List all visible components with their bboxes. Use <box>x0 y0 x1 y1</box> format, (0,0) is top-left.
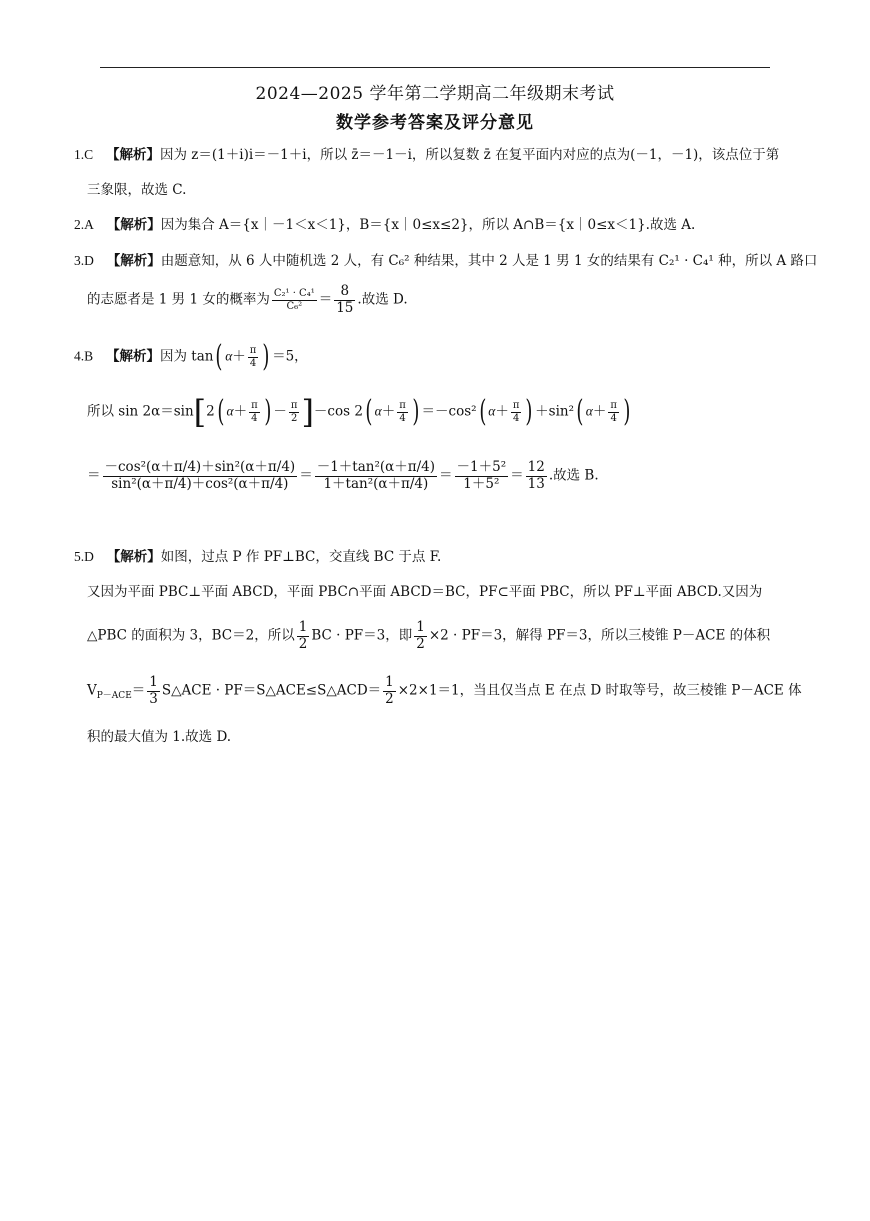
q4-text2-mid1: －cos 2 <box>313 403 363 420</box>
q3-frac1-num: C₂¹ · C₄¹ <box>273 288 315 300</box>
q1-line1 <box>74 143 779 163</box>
q5-tag: 【解析】 <box>106 549 161 565</box>
q4-text3-post: .故选 B. <box>548 467 599 484</box>
page-title: 2024—2025 学年第二学期高二年级期末考试 <box>255 84 615 104</box>
q4-frac-d: $\frac{12}{13}$ <box>527 459 545 492</box>
q4-text2-mid3: ＋sin² <box>535 403 575 420</box>
q2-line1 <box>74 213 695 233</box>
q4-number: 4.B <box>74 348 94 364</box>
q2-tag: 【解析】 <box>106 217 161 233</box>
q5-line1 <box>74 545 441 565</box>
q4-frac-b: $\frac{\text{－1＋tan²(α＋π/4)}}{\text{1＋tan²(α＋π/4)}}$ <box>316 459 436 492</box>
q4-frac-c: $\frac{\text{－1＋5²}}{\text{1＋5²}}$ <box>456 459 507 492</box>
q1-text1: 因为 z＝(1＋i)i＝－1＋i，所以 z̄＝－1－i，所以复数 z̄ 在复平面内对应的点为(－1，－1)，该点位于第 <box>160 147 780 163</box>
q5-line3: △PBC 的面积为 3，BC＝2，所以 $\frac{1}{2}$ BC · PF＝3，即 $\frac{1}{2}$ ×2 · PF＝3，解得 PF＝3，所以三棱锥 P－ACE 的体积 <box>87 619 771 652</box>
q3-fraction-combination <box>272 288 317 312</box>
q1-tag: 【解析】 <box>106 147 161 163</box>
q4-text1-post: ＝5， <box>272 348 308 365</box>
q5-line2: 又因为平面 PBC⊥平面 ABCD，平面 PBC∩平面 ABCD＝BC，PF⊂平面 PBC，所以 PF⊥平面 ABCD.又因为 <box>87 584 763 600</box>
q3-frac1-den: C₆² <box>286 300 303 312</box>
q4-line1: 4.B 【解析】因为 tan( α＋ $\frac{\pi}{4}$ ) ＝5， <box>74 339 308 374</box>
q1-line2: 三象限，故选 C. <box>87 182 187 198</box>
q2-number: 2.A <box>74 217 94 232</box>
q3-line1 <box>74 249 817 269</box>
q3-text2-pre: 的志愿者是 1 男 1 女的概率为 <box>87 291 270 308</box>
q3-line2 <box>87 284 408 316</box>
q4-frac-a: $\frac{\text{－cos²(α＋π/4)＋sin²(α＋π/4)}}{\text{sin²(α＋π/4)＋cos²(α＋π/4)}}$ <box>104 459 296 492</box>
q5-text1: 如图，过点 P 作 PF⊥BC，交直线 BC 于点 F. <box>160 549 442 565</box>
q4-tag: 【解析】 <box>106 348 161 365</box>
q5-line5: 积的最大值为 1.故选 D. <box>87 729 232 745</box>
q5-line4: $V_{P-ACE}=$ $\frac{1}{3}$ S△ACE · PF＝S△ACE≤S△ACD＝ $\frac{1}{2}$ ×2×1＝1，当且仅当点 E 在点 D 时取等号，故三棱锥 P－ACE 体 <box>87 674 802 707</box>
q3-tag: 【解析】 <box>106 253 161 269</box>
q3-text1: 由题意知，从 6 人中随机选 2 人，有 C₆² 种结果，其中 2 人是 1 男 1 女的结果有 C₂¹ · C₄¹ 种，所以 A 路口 <box>160 253 818 269</box>
q4-line3: ＝ $\frac{\text{－cos²(α＋π/4)＋sin²(α＋π/4)}}{\text{sin²(α＋π/4)＋cos²(α＋π/4)}}$ ＝ $\frac{\text{－1＋tan²(α＋π/4)}}{\text{1＋tan²(α＋π/4)}}$ ＝ $\frac{\text{－1＋5²}}{\text{1＋5²}}$ ＝ $\frac{12}{13}$ .故选 B. <box>87 459 599 492</box>
q3-text2-post: .故选 D. <box>357 291 408 308</box>
q3-eq: ＝ <box>318 291 333 308</box>
q4-text2-mid2: ＝－cos² <box>421 403 477 420</box>
q4-text1-pre: 因为 tan <box>160 348 214 365</box>
q1-number: 1.C <box>74 147 94 162</box>
q4-pi-over-4: $\frac{\pi}{4}$ <box>249 345 257 369</box>
page-subtitle: 数学参考答案及评分意见 <box>336 113 534 133</box>
q3-number: 3.D <box>74 253 94 268</box>
q3-frac2-num: 8 <box>334 284 355 301</box>
q5-number: 5.D <box>74 549 94 564</box>
q3-fraction-result <box>334 284 355 316</box>
q3-frac2-den: 15 <box>336 299 354 316</box>
q4-text2-pre: 所以 sin 2α＝sin <box>87 403 194 420</box>
q2-text1: 因为集合 A＝{x｜－1＜x＜1}，B＝{x｜0≤x≤2}，所以 A∩B＝{x｜0≤x＜1}.故选 A. <box>160 217 696 233</box>
top-rule <box>100 67 770 68</box>
q4-line2: 所以 sin 2α＝sin[2( α＋ $\frac{\pi}{4}$ ) － $\frac{\pi}{2}$ ]－cos 2( α＋ $\frac{\pi}{4}$ ) ＝－cos²( α＋ $\frac{\pi}{4}$ ) ＋sin²( α＋ $\frac{\pi}{4}$ ) <box>87 393 631 431</box>
